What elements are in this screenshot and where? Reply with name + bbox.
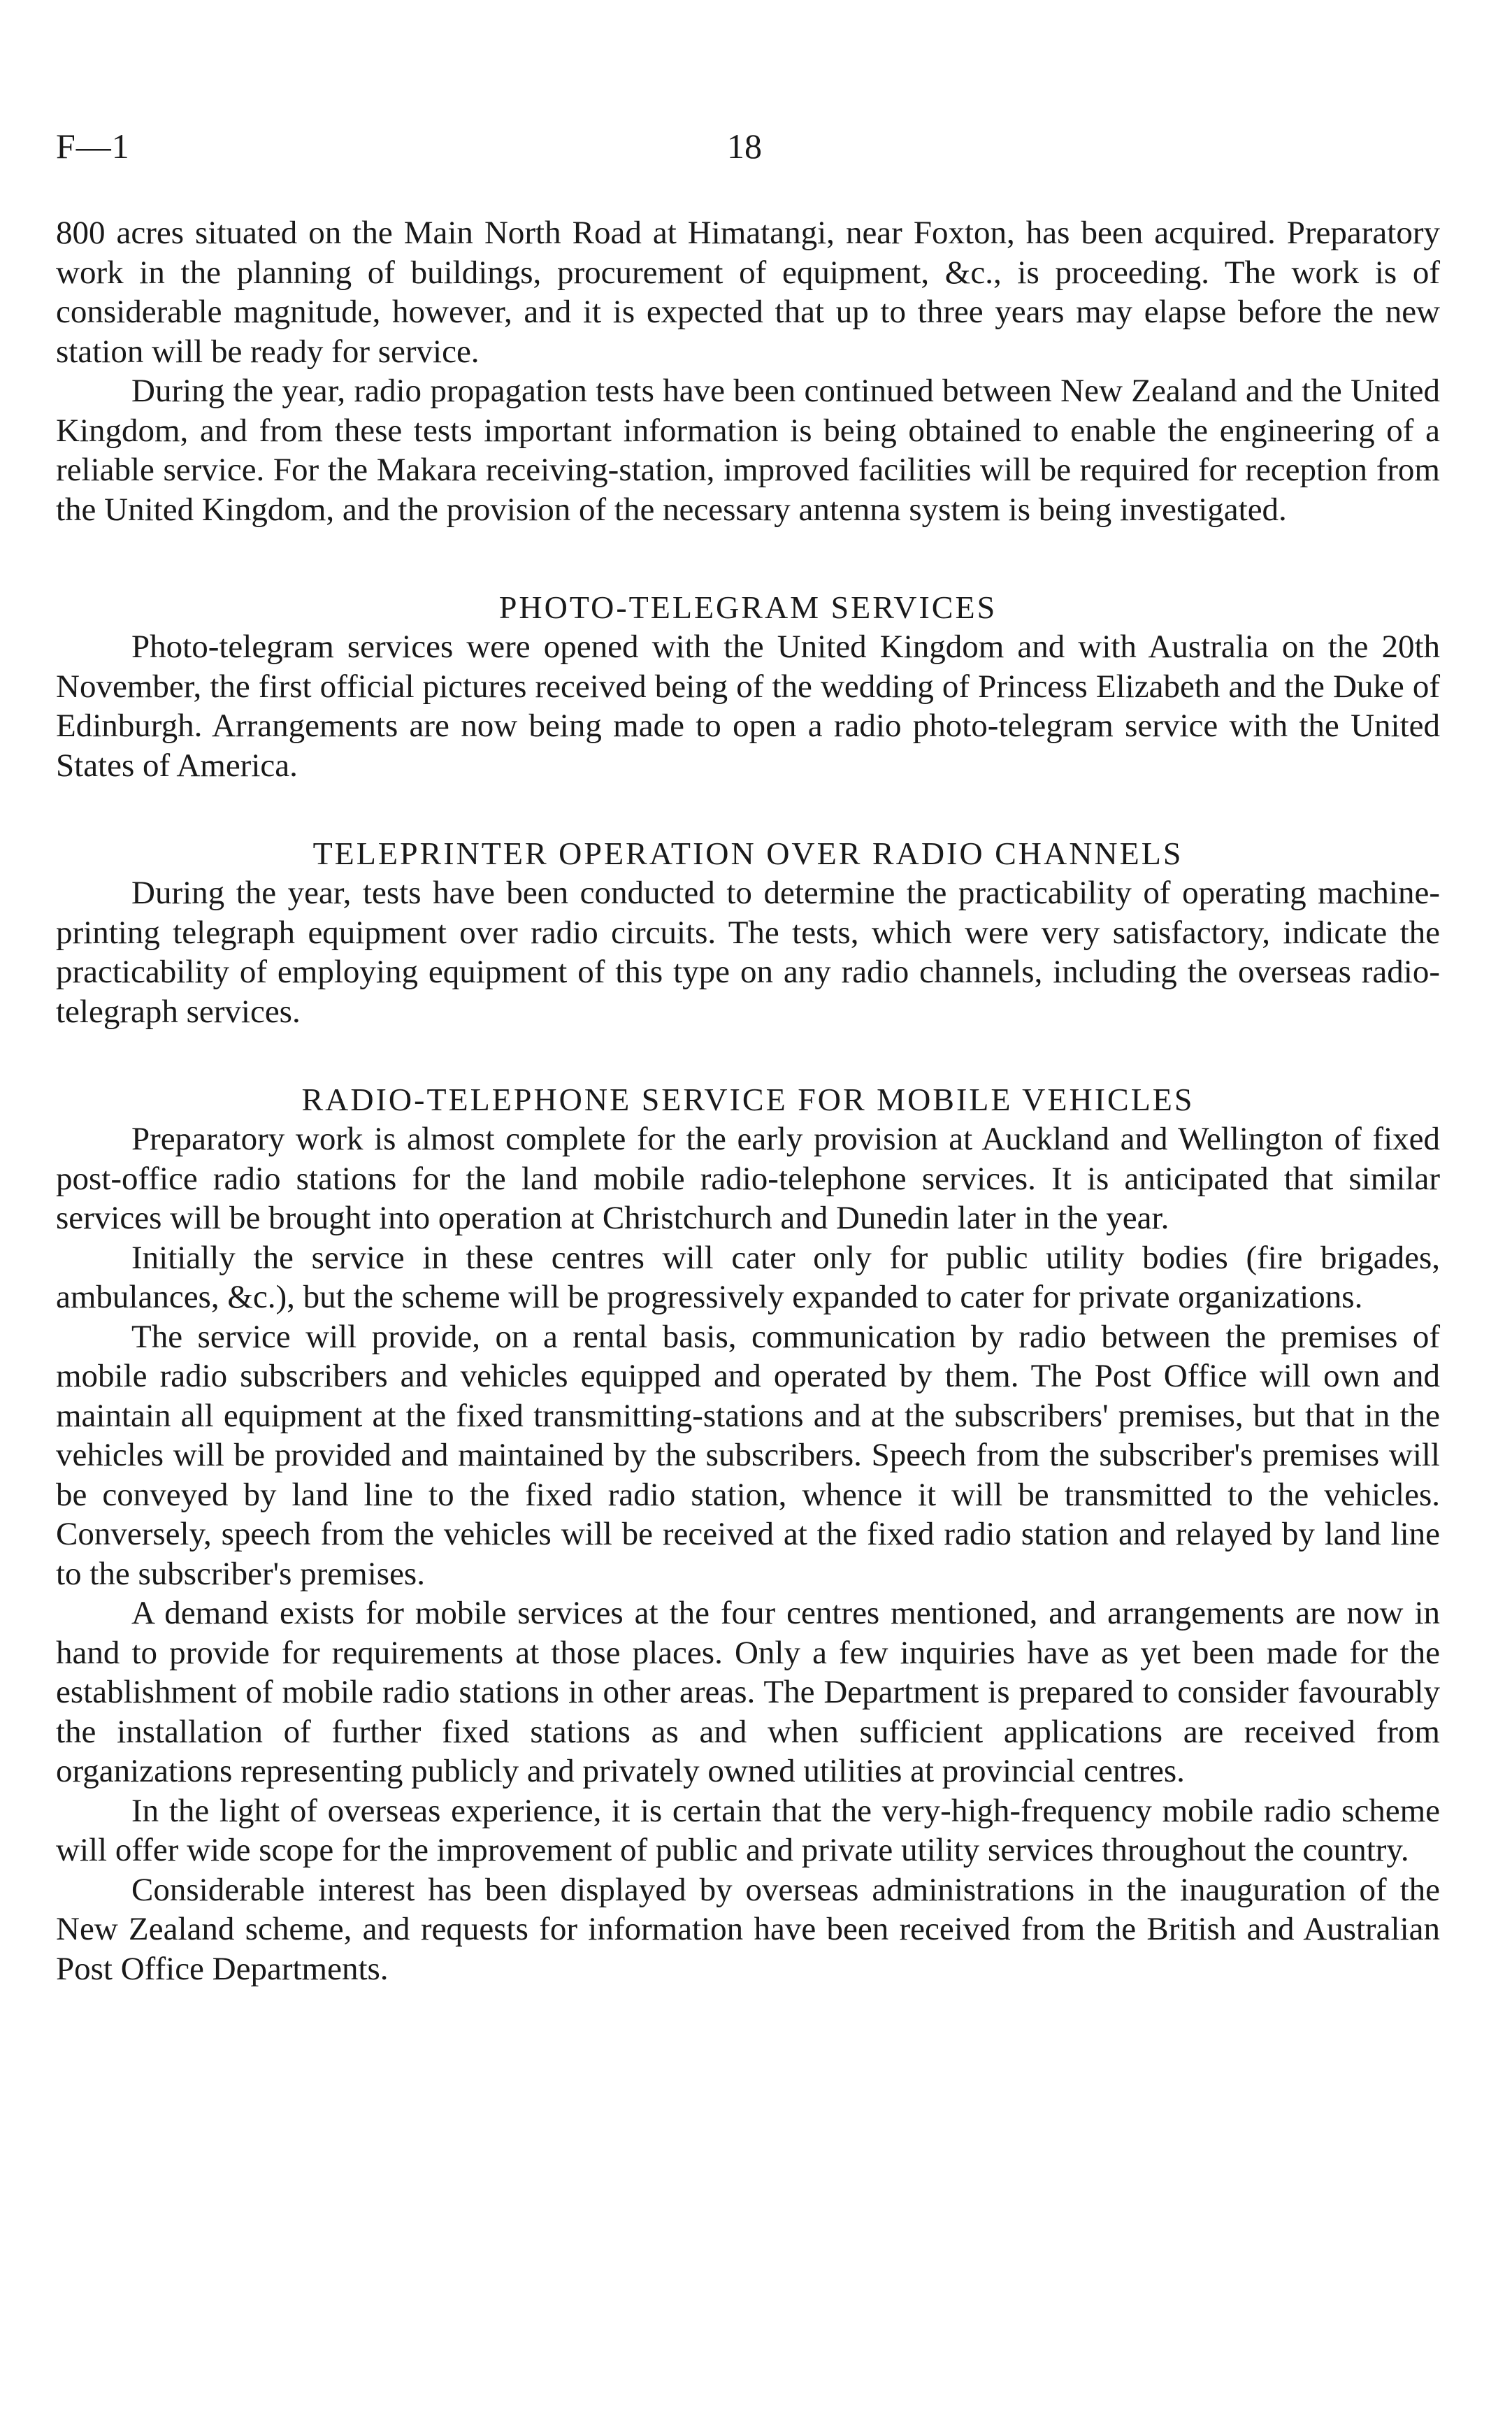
paragraph: During the year, radio propagation tests have been continued between New Zealand and the United Kingdom, and from these tests important information is being obtained to enable the engineering of a reliable service. For the Makara receiving-station, improved facilities will be required for reception from the United Kingdom, and the provision of the necessary antenna system is being investigated. <box>56 373 1440 528</box>
document-page <box>56 0 1440 1987</box>
paragraph: The service will provide, on a rental basis, communication by radio between the premises of mobile radio subscribers and vehicles equipped and operated by them. The Post Office will own and maintain all equipment at the fixed transmitting-stations and at the subscribers' premises, but that in the vehicles will be provided and maintained by the subscribers. Speech from the subscriber's premises will be conveyed by land line to the fixed radio station, whence it will be transmitted to the vehicles. Conversely, speech from the vehicles will be received at the fixed radio station and relayed by land line to the subscriber's premises. <box>56 1318 1440 1592</box>
section-heading-teleprinter: TELEPRINTER OPERATION OVER RADIO CHANNELS <box>312 836 1183 871</box>
document-reference: F—1 <box>56 127 130 166</box>
page-header <box>56 0 1440 166</box>
section-heading-radio-telephone: RADIO-TELEPHONE SERVICE FOR MOBILE VEHICLES <box>301 1082 1195 1117</box>
section-heading-photo-telegram: PHOTO-TELEGRAM SERVICES <box>498 589 998 625</box>
page-number: 18 <box>727 127 762 166</box>
paragraph: Considerable interest has been displayed by overseas administrations in the inauguration of the New Zealand scheme, and requests for information have been received from the British and Australian Post Office Departments. <box>56 1871 1440 1987</box>
paragraph: In the light of overseas experience, it is certain that the very-high-frequency mobile radio scheme will offer wide scope for the improvement of public and private utility services throughout the country. <box>56 1792 1440 1868</box>
paragraph: A demand exists for mobile services at the four centres mentioned, and arrangements are now in hand to provide for requirements at those places. Only a few inquiries have as yet been made for the establishment of mobile radio stations in other areas. The Department is prepared to consider favourably the installation of further fixed stations as and when sufficient applications are received from organizations representing publicly and privately owned utilities at provincial centres. <box>56 1595 1440 1789</box>
paragraph: 800 acres situated on the Main North Road at Himatangi, near Foxton, has been acquired. Preparatory work in the planning of buildings, procurement of equipment, &c., is proceeding. The work is of considerable magnitude, however, and it is expected that up to three years may elapse before the new station will be ready for service. <box>56 215 1440 370</box>
paragraph: Preparatory work is almost complete for the early provision at Auckland and Wellington of fixed post-office radio stations for the land mobile radio-telephone services. It is anticipated that similar services will be brought into operation at Christchurch and Dunedin later in the year. <box>56 1121 1440 1236</box>
paragraph: Photo-telegram services were opened with the United Kingdom and with Australia on the 20th November, the first official pictures received being of the wedding of Princess Elizabeth and the Duke of Edinburgh. Arrangements are now being made to open a radio photo-telegram service with the United States of America. <box>56 629 1440 784</box>
page-body <box>56 213 1440 1988</box>
paragraph: During the year, tests have been conducted to determine the practicability of operating machine-printing telegraph equipment over radio circuits. The tests, which were very satisfactory, indicate the practicability of employing equipment of this type on any radio channels, including the overseas radio-telegraph services. <box>56 875 1440 1030</box>
paragraph: Initially the service in these centres will cater only for public utility bodies (fire brigades, ambulances, &c.), but the scheme will be progressively expanded to cater for private organizations. <box>56 1239 1440 1315</box>
